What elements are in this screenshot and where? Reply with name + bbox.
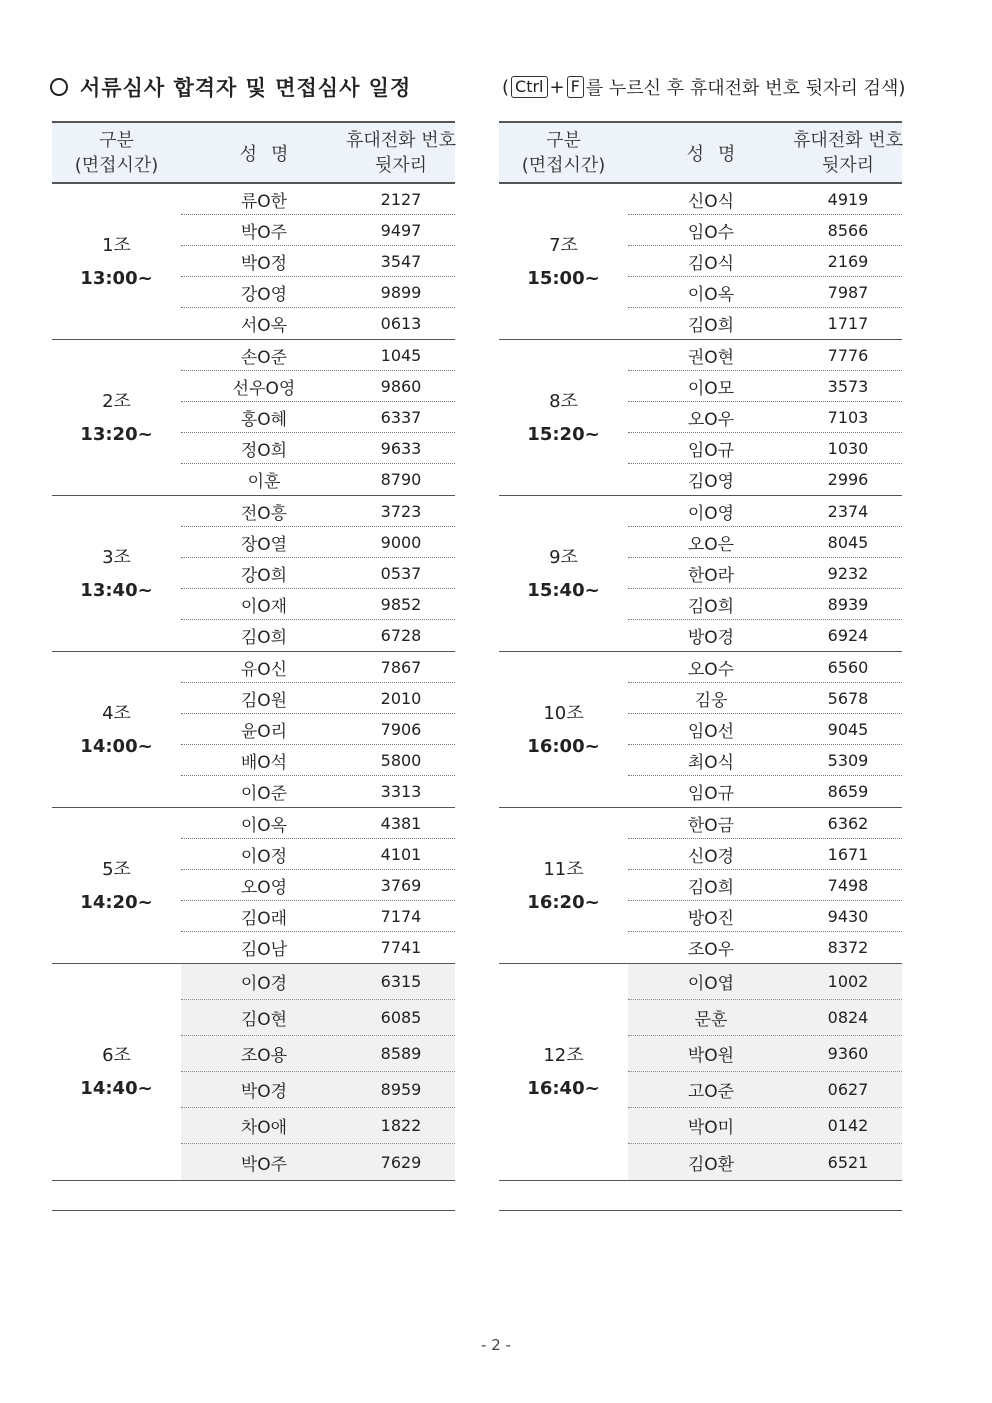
group-label [52,652,181,807]
table-row [628,652,902,683]
f-key-icon: F [567,76,584,98]
interview-group [52,964,455,1181]
phone-last-digits: 9045 [827,719,869,739]
applicant-name: 박O원 [687,1046,735,1066]
phone-last-digits: 9497 [380,220,422,240]
applicant-name: 이O재 [240,596,288,617]
phone-last-digits: 9000 [380,532,422,552]
applicant-name: 김O래 [240,908,288,929]
table-row [181,1108,455,1144]
applicant-name: 조O우 [687,940,735,960]
table-row [181,1000,455,1036]
phone-last-digits: 5800 [380,750,422,770]
group-time: 16:40~ [527,1078,600,1099]
table-row [181,371,455,402]
applicant-name: 권O현 [687,347,735,368]
phone-last-digits: 8045 [827,532,869,552]
table-row [181,184,455,215]
table-row [628,215,902,246]
applicant-name: 김O현 [240,1010,288,1030]
page-number: - 2 - [481,1336,511,1354]
phone-last-digits: 2169 [827,251,869,271]
applicant-name: 한O라 [687,565,735,586]
applicant-name: 신O경 [687,846,735,867]
phone-last-digits: 7867 [380,657,422,677]
group-number: 6조 [102,1045,131,1066]
group-number: 9조 [549,546,578,568]
phone-last-digits: 8659 [827,782,869,801]
applicant-name: 김O영 [687,472,735,492]
table-row [181,620,455,651]
phone-last-digits: 0142 [827,1116,869,1135]
phone-last-digits: 7776 [827,345,869,365]
table-row [628,1036,902,1072]
phone-last-digits: 8566 [827,220,869,240]
table-row [181,246,455,277]
table-row [181,589,455,620]
table-row [181,1144,455,1180]
table-row [628,745,902,776]
phone-last-digits: 1045 [380,345,422,365]
table-row [628,901,902,932]
phone-last-digits: 7741 [380,938,422,957]
applicant-name: 유O신 [240,659,288,680]
table-row [628,464,902,495]
phone-last-digits: 3723 [380,501,422,521]
table-row [628,1000,902,1036]
applicant-name: 김O희 [687,596,735,617]
phone-last-digits: 4919 [827,189,869,209]
applicant-name: 정O희 [240,440,288,461]
group-number: 2조 [102,390,131,412]
table-row [628,184,902,215]
table-row [181,433,455,464]
phone-last-digits: 4381 [380,813,422,833]
table-row [628,496,902,527]
table-row [181,527,455,558]
group-time: 15:20~ [527,423,600,445]
phone-last-digits: 9232 [827,563,869,583]
applicant-name: 오O영 [240,877,288,898]
table-row [181,839,455,870]
applicant-name: 박O정 [240,253,288,274]
applicant-name: 방O경 [687,628,735,648]
applicant-name: 전O흥 [240,503,288,524]
table-row [628,308,902,339]
phone-last-digits: 7174 [380,906,422,926]
group-time: 15:00~ [527,267,600,289]
phone-last-digits: 8372 [827,938,869,957]
phone-last-digits: 1030 [827,438,869,458]
applicant-name: 임O규 [687,784,735,804]
table-row [628,246,902,277]
applicant-name: 임O규 [687,440,735,461]
page-heading [50,72,950,102]
phone-last-digits: 7906 [380,719,422,739]
group-number: 8조 [549,390,578,412]
table-row [181,870,455,901]
table-row [181,683,455,714]
group-label [499,652,628,807]
phone-last-digits: 7629 [380,1152,422,1172]
table-row [181,901,455,932]
table-row [628,1144,902,1180]
group-number: 11조 [543,858,584,880]
table-row [181,1036,455,1072]
table-row [181,1072,455,1108]
group-time: 13:20~ [80,423,153,445]
phone-last-digits: 6085 [380,1008,422,1027]
group-number: 4조 [102,702,131,724]
table-body-right [499,184,902,1181]
group-time: 16:20~ [527,891,600,913]
phone-last-digits: 3769 [380,875,422,895]
applicant-name: 임O수 [687,222,735,243]
table-row [181,464,455,495]
applicant-name: 임O선 [687,721,735,742]
phone-last-digits: 1717 [827,314,869,333]
phone-last-digits: 4101 [380,844,422,864]
applicant-name: 이O경 [240,974,288,994]
phone-last-digits: 9899 [380,282,422,302]
group-time: 14:20~ [80,891,153,913]
group-number: 10조 [543,702,584,724]
phone-last-digits: 2127 [380,189,422,209]
group-label [52,964,181,1180]
table-row [628,1108,902,1144]
applicant-name: 이O모 [687,378,735,399]
table-row [181,340,455,371]
phone-last-digits: 9852 [380,594,422,614]
applicant-name: 류O한 [240,191,288,212]
applicant-name: 박O주 [240,222,288,243]
schedule-table-left [52,121,455,1181]
header-phone: 휴대전화 번호 뒷자리 [345,129,457,176]
phone-last-digits: 7987 [827,282,869,302]
applicant-name: 차O애 [240,1118,288,1138]
page-title: 서류심사 합격자 및 면접심사 일정 [80,76,412,100]
table-row [628,1072,902,1108]
group-number: 3조 [102,546,131,568]
applicant-name: 박O경 [240,1082,288,1102]
group-label [52,184,181,339]
interview-group [52,652,455,808]
applicant-name: 윤O리 [240,721,288,742]
table-row [628,402,902,433]
applicant-name: 강O희 [240,565,288,586]
phone-last-digits: 2996 [827,470,869,489]
applicant-name: 이O준 [240,784,288,804]
table-row [181,776,455,807]
group-label [499,184,628,339]
phone-last-digits: 8589 [380,1044,422,1063]
applicant-name: 박O미 [687,1118,735,1138]
phone-last-digits: 6337 [380,407,422,427]
applicant-name: 선우O영 [232,378,296,399]
interview-group [52,184,455,340]
phone-last-digits: 2010 [380,688,422,708]
group-number: 12조 [543,1045,584,1066]
group-time: 14:00~ [80,735,153,757]
interview-group [52,808,455,964]
hint-text: 를 누르신 후 휴대전화 번호 뒷자리 검색) [585,78,906,99]
applicant-name: 김O남 [240,940,288,960]
applicant-name: 오O은 [687,534,735,555]
applicant-name: 이O옥 [687,284,735,305]
phone-last-digits: 8790 [380,470,422,489]
header-name: 성명 [686,143,750,165]
phone-last-digits: 9860 [380,376,422,396]
applicant-name: 신O식 [687,191,735,212]
phone-last-digits: 9360 [827,1044,869,1063]
applicant-name: 이O영 [687,503,735,524]
applicant-name: 오O수 [687,659,735,680]
header-name: 성명 [239,143,303,165]
group-time: 13:40~ [80,579,153,601]
applicant-name: 한O금 [687,815,735,836]
interview-group [499,964,902,1181]
phone-last-digits: 6362 [827,813,869,833]
table-row [628,433,902,464]
table-row [181,496,455,527]
applicant-name: 조O용 [240,1046,288,1066]
phone-last-digits: 7498 [827,875,869,895]
table-row [181,745,455,776]
table-row [181,277,455,308]
phone-last-digits: 6315 [380,972,422,991]
applicant-name: 이O엽 [687,974,735,994]
phone-last-digits: 0613 [380,314,422,333]
table-row [628,527,902,558]
table-row [628,776,902,807]
phone-last-digits: 3547 [380,251,422,271]
group-time: 15:40~ [527,579,600,601]
group-label [499,808,628,963]
interview-group [499,340,902,496]
table-row [628,932,902,963]
applicant-name: 문훈 [694,1010,728,1030]
phone-last-digits: 3573 [827,376,869,396]
table-row [628,964,902,1000]
interview-group [499,808,902,964]
table-row [181,215,455,246]
applicant-name: 박O주 [240,1154,288,1175]
table-row [628,870,902,901]
hint-plus: + [549,76,565,98]
table-row [181,964,455,1000]
group-label [52,808,181,963]
table-row [628,340,902,371]
divider [499,1210,902,1211]
applicant-name: 김O식 [687,253,735,274]
circle-bullet-icon [50,78,68,96]
applicant-name: 오O우 [687,409,735,430]
phone-last-digits: 1822 [380,1116,422,1135]
applicant-name: 고O준 [687,1082,735,1102]
group-number: 1조 [102,234,131,256]
applicant-name: 김O희 [687,877,735,898]
table-row [181,652,455,683]
table-row [628,683,902,714]
phone-last-digits: 8939 [827,594,869,614]
phone-last-digits: 0627 [827,1080,869,1099]
table-row [181,714,455,745]
table-row [628,839,902,870]
applicant-name: 이훈 [247,472,281,492]
table-row [181,558,455,589]
group-time: 16:00~ [527,735,600,757]
table-header [499,121,902,184]
header-group: 구분 (면접시간) [74,129,159,176]
applicant-name: 김웅 [694,690,728,711]
interview-group [499,184,902,340]
group-label [499,340,628,495]
phone-last-digits: 6924 [827,626,869,645]
group-time: 14:40~ [80,1078,153,1099]
applicant-name: 김O희 [240,628,288,648]
phone-last-digits: 1002 [827,972,869,991]
table-row [181,308,455,339]
schedule-table-right [499,121,902,1181]
table-row [628,558,902,589]
applicant-name: 서O옥 [240,316,288,336]
group-label [52,496,181,651]
table-row [628,714,902,745]
applicant-name: 장O열 [240,534,288,555]
applicant-name: 홍O혜 [240,409,288,430]
table-row [628,620,902,651]
phone-last-digits: 0537 [380,563,422,583]
phone-last-digits: 6560 [827,657,869,677]
phone-last-digits: 5309 [827,750,869,770]
applicant-name: 이O정 [240,846,288,867]
applicant-name: 이O옥 [240,815,288,836]
table-row [628,808,902,839]
interview-group [499,652,902,808]
table-row [181,402,455,433]
table-row [628,277,902,308]
phone-last-digits: 6521 [827,1152,869,1172]
phone-last-digits: 1671 [827,844,869,864]
table-row [181,932,455,963]
applicant-name: 손O준 [240,347,288,368]
phone-last-digits: 9430 [827,906,869,926]
group-time: 13:00~ [80,267,153,289]
interview-group [52,496,455,652]
header-phone: 휴대전화 번호 뒷자리 [792,129,904,176]
table-row [628,589,902,620]
table-row [181,808,455,839]
applicant-name: 배O석 [240,752,288,773]
interview-group [52,340,455,496]
divider [52,1210,455,1211]
group-label [52,340,181,495]
table-row [628,371,902,402]
phone-last-digits: 6728 [380,626,422,645]
table-body-left [52,184,455,1181]
group-label [499,964,628,1180]
phone-last-digits: 7103 [827,407,869,427]
applicant-name: 김O환 [687,1154,735,1175]
phone-last-digits: 0824 [827,1008,869,1027]
applicant-name: 김O원 [240,690,288,711]
phone-last-digits: 3313 [380,782,422,801]
table-header [52,121,455,184]
phone-last-digits: 8959 [380,1080,422,1099]
applicant-name: 방O진 [687,908,735,929]
applicant-name: 김O희 [687,316,735,336]
applicant-name: 강O영 [240,284,288,305]
applicant-name: 최O식 [687,752,735,773]
header-group: 구분 (면접시간) [521,129,606,176]
phone-last-digits: 2374 [827,501,869,521]
ctrl-key-icon: Ctrl [511,76,547,98]
group-label [499,496,628,651]
group-number: 5조 [102,858,131,880]
hint-open-paren: ( [502,76,510,98]
phone-last-digits: 5678 [827,688,869,708]
group-number: 7조 [549,234,578,256]
search-hint [502,74,905,100]
interview-group [499,496,902,652]
phone-last-digits: 9633 [380,438,422,458]
